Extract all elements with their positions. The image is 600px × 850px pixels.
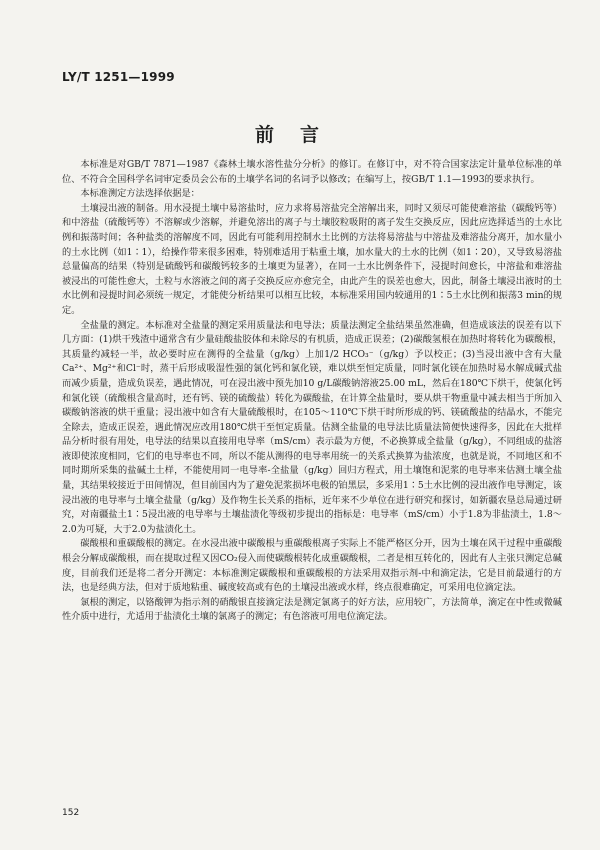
paragraph: 本标准测定方法选择依据是：	[80, 188, 200, 200]
paragraph: 氯根的测定，以铬酸钾为指示剂的硝酸银直接滴定法是测定氯离子的好方法，应用较广，方法简单，滴定在中性或微碱性介质中进行，尤适用于盐渍化土壤的氯离子的测定；有色溶液可用电位滴定法。	[62, 596, 562, 623]
paragraph: 碳酸根和重碳酸根的测定。在水浸出液中碳酸根与重碳酸根离子实际上不能严格区分开，因为土壤在风干过程中重碳酸根会分解成碳酸根，而在提取过程又因CO₂侵入而使碳酸根转化成重碳酸根，二者是相互转化的，因此有人主张只测定总碱度，目前我们还是将二者分开测定：本标准测定碳酸根和重碳酸根的方法采用双指示剂-中和滴定法，它是目前最通行的方法，也是经典方法，但对于质地粘重、碱度较高或有色的土壤浸出液或水样，终点很难确定，可采用电位滴定法。	[62, 538, 562, 594]
page-number: 152	[62, 808, 80, 818]
paragraph: 土壤浸出液的制备。用水浸提土壤中易溶盐时，应力求将易溶盐完全溶解出来，同时又须尽可能使难溶盐（碳酸钙等）和中溶盐（硫酸钙等）不溶解或少溶解，并避免溶出的离子与土壤胶粒吸附的离子发生交换反应，因此应选择适当的土水比例和振荡时间；各种盐类的溶解度不同，因此有可能利用控制水土比例的方法将易溶盐与中溶盐及难溶盐分离开，加水量小的土水比例（如1∶1），给操作带来很多困难，特别难适用于粘重土壤，加水量大的土水的比例（如1∶20），又导致易溶盐总量偏高的结果（特别是硫酸钙和碳酸钙较多的土壤更为显著），在同一土水比例条件下，浸提时间愈长，中溶盐和难溶盐被浸出的可能性愈大，土粒与水溶液之间的离子交换反应亦愈完全，由此产生的误差也愈大，因此，制备土壤浸出液时的土水比例和浸提时间必须统一规定，才能使分析结果可以相互比较，本标准采用国内较通用的1∶5土水比例和振荡3 min的规定。	[62, 202, 562, 316]
paragraph: 全盐量的测定。本标准对全盐量的测定采用质量法和电导法；质量法测定全盐结果虽然准确，但造成该法的误差有以下几方面：(1)烘干残渣中通常含有少量硅酸盐胶体和未除尽的有机质，造成正误差；(2)碳酸氢根在加热时将转化为碳酸根，其质量约减轻一半，故必要时应在测得的全盐量（g/kg）上加1/2 HCO₃⁻（g/kg）予以校正；(3)当浸出液中含有大量Ca²⁺、Mg²⁺和Cl⁻时，蒸干后形成吸湿性强的氯化钙和氯化镁，难以烘至恒定质量，同时氯化镁在加热时易水解成碱式盐而减少质量，造成负误差，遇此情况，可在浸出液中预先加10 g/L碳酸钠溶液25.00 mL，然后在180℃下烘干，使氯化钙和氯化镁（硫酸根含量高时，还有钙、镁的硫酸盐）转化为碳酸盐，在计算全盐量时，要从烘干物重量中减去相当于所加入碳酸钠溶液的烘干重量；浸出液中如含有大量硫酸根时，在105～110℃下烘干时所形成的钙、镁硫酸盐的结晶水，不能完全除去，造成正误差，遇此情况应改用180℃烘干至恒定质量。估测全盐量的电导法比质量法简便快速得多，因此在大批样品分析时很有用处，电导法的结果以直接用电导率（mS/cm）表示最为方便，不必换算成全盐量（g/kg），不同组成的盐溶液即使浓度相同，它们的电导率也不同，所以不能从测得的电导率用统一的关系式换算为盐浓度，也就是说，不同地区和不同时期所采集的盐碱土土样，不能使用同一电导率-全盐量（g/kg）回归方程式，用土壤饱和泥浆的电导率来估测土壤全盐量，其结果较接近于田间情况，但目前国内为了避免泥浆损坏电极的铂黑层，多采用1∶5土水比例的浸出液作电导测定，该浸出液的电导率与土壤全盐量（g/kg）及作物生长关系的指标，近年来不少单位在进行研究和探讨，如新疆农垦总局通过研究，对南疆盐土1∶5浸出液的电导率与土壤盐渍化等级初步提出的指标是：电导率（mS/cm）小于1.8为非盐渍土，1.8～2.0为可疑，大于2.0为盐渍化土。	[62, 319, 562, 535]
standard-code: LY/T 1251—1999	[62, 70, 175, 84]
page-title: 前言	[254, 124, 345, 146]
paragraph: 本标准是对GB/T 7871—1987《森林土壤水溶性盐分分析》的修订。在修订中，对不符合国家法定计量单位标准的单位、不符合全国科学名词审定委员会公布的土壤学名词的名词予以修改；在编写上，按GB/T 1.1—1993的要求执行。	[62, 159, 562, 185]
body-text	[62, 158, 562, 625]
